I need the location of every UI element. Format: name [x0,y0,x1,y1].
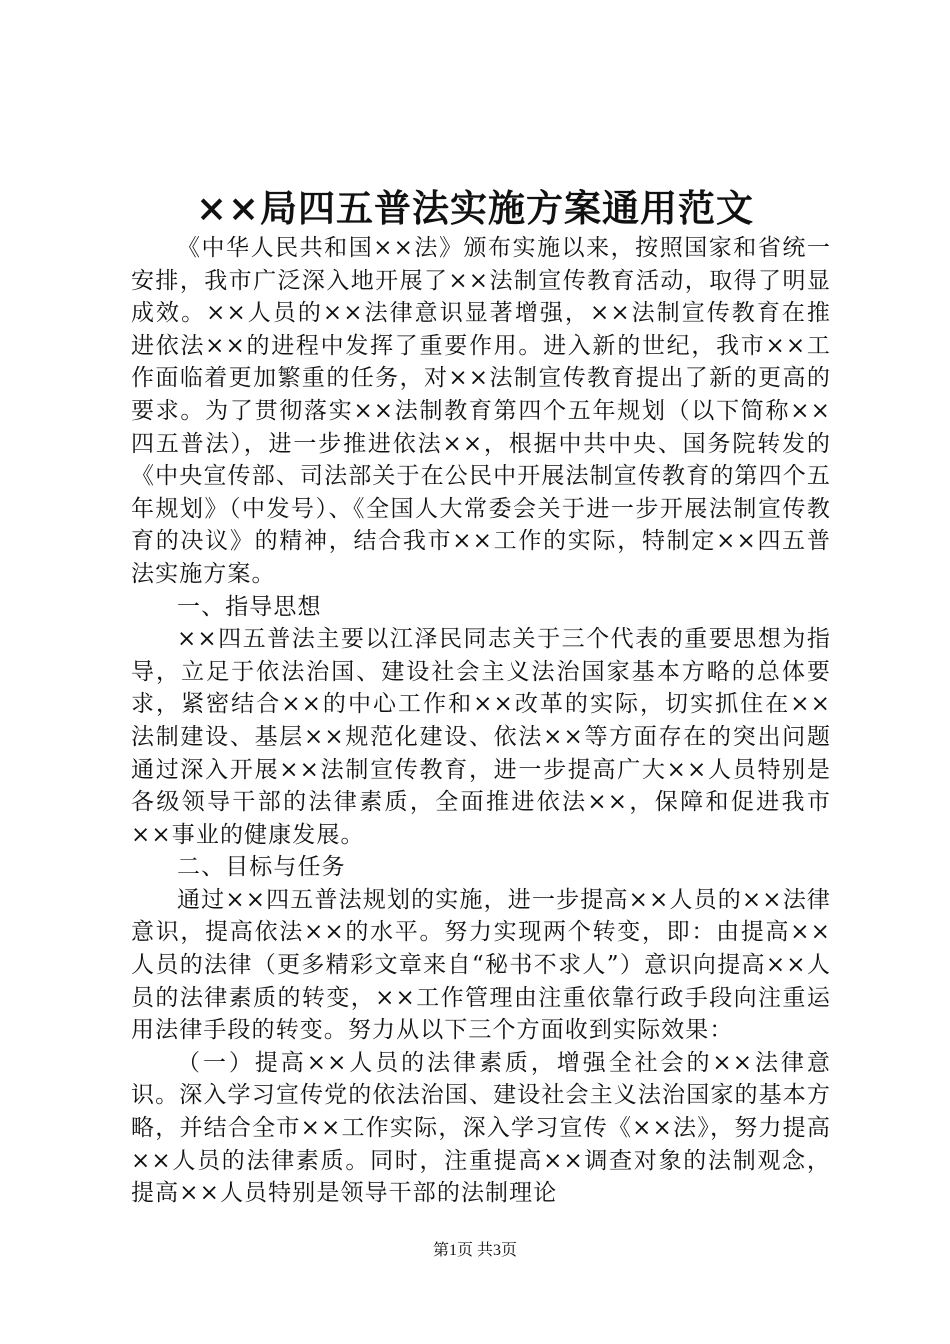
section-heading-guiding-ideology: 一、指导思想 [177,593,322,620]
document-body [131,232,831,1210]
section-heading-goals-tasks: 二、目标与任务 [177,854,346,881]
paragraph-intro: 《中华人民共和国××法》颁布实施以来，按照国家和省统一安排，我市广泛深入地开展了××法制宣传教育活动，取得了明显成效。××人员的××法律意识显著增强，××法制宣传教育在推进依法××的进程中发挥了重要作用。进入新的世纪，我市××工作面临着更加繁重的任务，对××法制宣传教育提出了新的更高的要求。为了贯彻落实××法制教育第四个五年规划（以下简称××四五普法），进一步推进依法××，根据中共中央、国务院转发的《中央宣传部、司法部关于在公民中开展法制宣传教育的第四个五年规划》（中发号）、《全国人大常委会关于进一步开展法制宣传教育的决议》的精神，结合我市××工作的实际，特制定××四五普法实施方案。 [131,235,831,587]
page-number-footer: 第1页 共3页 [432,1242,517,1259]
document-title: ××局四五普法实施方案通用范文 [195,186,754,230]
paragraph-guiding-ideology: ××四五普法主要以江泽民同志关于三个代表的重要思想为指导，立足于依法治国、建设社会主义法治国家基本方略的总体要求，紧密结合××的中心工作和××改革的实际，切实抓住在××法制建设、基层××规范化建设、依法××等方面存在的突出问题通过深入开展××法制宣传教育，进一步提高广大××人员特别是各级领导干部的法律素质，全面推进依法××，保障和促进我市××事业的健康发展。 [131,626,831,848]
paragraph-goals-tasks: 通过××四五普法规划的实施，进一步提高××人员的××法律意识，提高依法××的水平。努力实现两个转变，即：由提高××人员的法律（更多精彩文章来自“秘书不求人”）意识向提高××人员的法律素质的转变，××工作管理由注重依靠行政手段向注重运用法律手段的转变。努力从以下三个方面收到实际效果： [131,886,831,1044]
paragraph-item-one: （一）提高××人员的法律素质，增强全社会的××法律意识。深入学习宣传党的依法治国、建设社会主义法治国家的基本方略，并结合全市××工作实际，深入学习宣传《××法》，努力提高××人员的法律素质。同时，注重提高××调查对象的法制观念，提高××人员特别是领导干部的法制理论 [131,1049,831,1207]
